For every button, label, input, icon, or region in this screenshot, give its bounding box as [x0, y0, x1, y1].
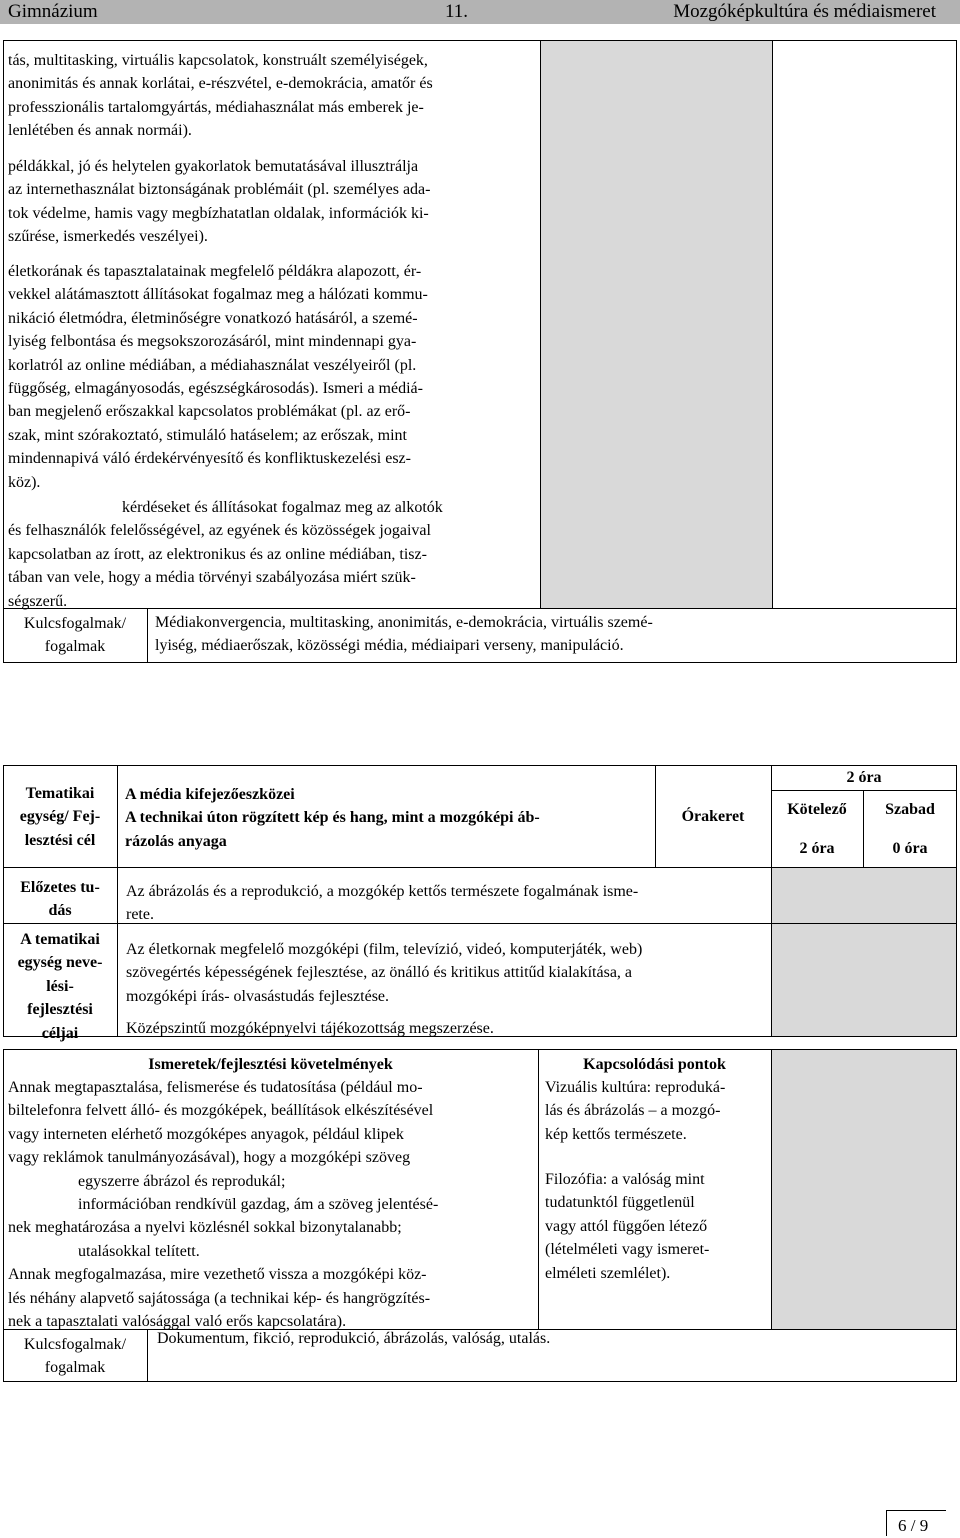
unit-label: Tematikai egység/ Fej- lesztési cél — [19, 785, 101, 849]
connections-visual-culture: Vizuális kultúra: reproduká- lás és ábrázolás – a mozgó- kép kettős természete. — [545, 1079, 726, 1143]
header-grade: 11. — [445, 1, 469, 22]
connections-header: Kapcsolódási pontok — [583, 1056, 726, 1073]
requirement-item-1: egyszerre ábrázol és reprodukál; — [78, 1172, 286, 1190]
header-school: Gimnázium — [8, 1, 98, 22]
requirements-header: Ismeretek/fejlesztési követelmények — [148, 1056, 393, 1073]
prior-knowledge-label: Előzetes tu- dás — [20, 879, 100, 920]
hours-label: Órakeret — [681, 808, 745, 825]
paragraph-internet-safety: példákkal, jó és helytelen gyakorlatok bemutatásával illusztrálja az internethasználat biztonságának problémáit (pl. személyes ada- tok védelme, hamis vagy megbízhatatlan oldalak, információk ki- szűrése, ismerkedés veszélyei). — [8, 158, 431, 246]
goals-label: A tematikai egység neve- lési- fejlesztési céljai — [17, 931, 103, 1042]
requirement-item-3: utalásokkal telített. — [78, 1242, 200, 1260]
header-subject: Mozgóképkultúra és médiaismeret — [673, 1, 936, 22]
hours-total: 2 óra — [846, 769, 882, 786]
page-number: 6 / 9 — [898, 1516, 929, 1535]
keywords-text: Médiakonvergencia, multitasking, anonimitás, e-demokrácia, virtuális szemé- lyiség, médiaerőszak, közösségi média, médiaipari verseny, manipuláció. — [155, 614, 653, 655]
unit-title: A média kifejezőeszközei A technikai úton rögzített kép és hang, mint a mozgóképi áb- rázolás anyaga — [125, 786, 540, 850]
keywords-label: Kulcsfogalmak/ fogalmak — [23, 615, 127, 656]
prior-knowledge-text: Az ábrázolás és a reprodukció, a mozgókép kettős természete fogalmának isme- rete. — [126, 883, 639, 924]
requirements-text: Annak megtapasztalása, felismerése és tudatosítása (például mo- biltelefonra felvett álló- és mozgóképek, beállítások elkészítésével vagy interneten elérhető mozgóképes anyagok, például klipek vagy reklámok tanulmányozásával), hogy a mozgóképi szöveg egyszerre ábrázol és reprodukál; információban rendkívül gazdag, ám a szöveg jelentésé- nek meghatározása a nyelvi közlésnél sokkal bizonytalanabb; utalásokkal telített. Annak megfogalmazása, mire vezethető vissza a mozgóképi köz- lés néhány alapvető sajátossága (a technikai kép- és hangrögzítés- nek a tapasztalati valósággal való erős kapcsolatára). — [8, 1079, 439, 1331]
free-hours: 0 óra — [892, 840, 928, 857]
paragraph-network-communication: életkorának és tapasztalatainak megfelelő példákra alapozott, ér- vekkel alátámasztott állításokat fogalmaz meg a hálózati kommu- nikáció életmódra, életminőségre vonatkozó hatásáról, a szemé- lyiség felbontása és megsokszorozásáról, mint mindennapi gya- korlatról az online médiában, a médiahasználat veszélyeiről (pl. függőség, elmagányosodás, egészségkárosodás). Ismeri a médiá- ban megjelenő erőszakkal kapcsolatos problémákat (pl. az erő- szak, mint szórakoztató, stimuláló hatáselem; az erőszak, mint mindennapivá váló érdekérvényesítő és konfliktuskezelési esz- köz). — [8, 263, 428, 491]
page-header — [0, 0, 960, 24]
requirement-item-2: információban rendkívül gazdag, ám a szöveg jelentésé- — [78, 1196, 439, 1214]
goals-text-2: Középszintű mozgóképnyelvi tájékozottság megszerzése. — [126, 1020, 494, 1037]
gray-block-requirements — [771, 1050, 956, 1330]
gray-column — [540, 40, 772, 608]
mandatory-label: Kötelező — [787, 801, 847, 818]
gray-block-goals — [771, 868, 956, 1037]
keywords-label-2: Kulcsfogalmak/ fogalmak — [23, 1336, 127, 1377]
mandatory-hours: 2 óra — [799, 840, 835, 857]
goals-text: Az életkornak megfelelő mozgóképi (film, televízió, videó, komputerjáték, web) szövegértés képességének fejlesztése, az önálló és kritikus attitűd kialakítása, a mozgóképi írás- olvasástudás fejlesztése. — [126, 941, 643, 1005]
free-label: Szabad — [885, 801, 935, 818]
keywords-text-2: Dokumentum, fikció, reprodukció, ábrázolás, valóság, utalás. — [157, 1330, 551, 1347]
connections-philosophy: Filozófia: a valóság mint tudatunktól függetlenül vagy attól függően létező (lételméleti vagy ismeret- elméleti szemlélet). — [545, 1171, 710, 1282]
paragraph-internet-phenomena: tás, multitasking, virtuális kapcsolatok, konstruált személyiségek, anonimitás és annak korlátai, e-részvétel, e-demokrácia, amatőr és professzionális tartalomgyártás, médiahasználat más emberek je- lenlétében és annak normái). — [8, 52, 433, 140]
paragraph-media-responsibility: kérdéseket és állításokat fogalmaz meg az alkotók és felhasználók felelősségével, az egyének és közösségek jogaival kapcsolatban az írott, az elektronikus és az online médiában, tisz- tában van vele, hogy a média törvényi szabályozása miért szük- ségszerű. — [8, 499, 443, 610]
